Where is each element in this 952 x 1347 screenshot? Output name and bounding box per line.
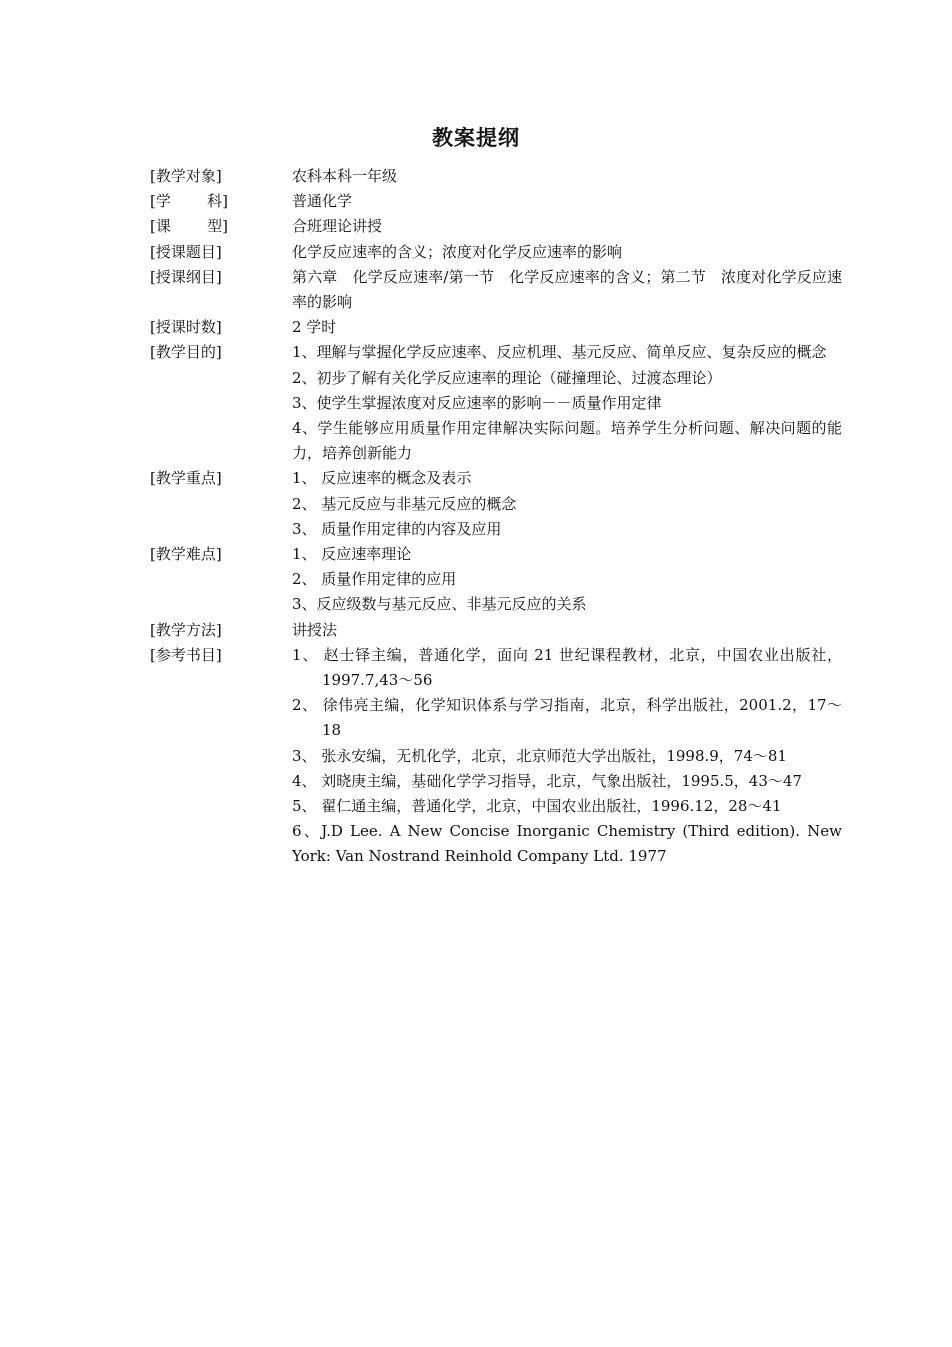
field-item: 化学反应速率的含义；浓度对化学反应速率的影响	[292, 242, 623, 261]
field-label-part: 科]	[207, 192, 228, 211]
field-item: 普通化学	[292, 192, 353, 211]
field-label: [教学对象]	[150, 167, 222, 185]
reference-item: 5、 翟仁通主编，普通化学，北京，中国农业出版社，1996.12，28～41	[292, 797, 782, 816]
field-item: 合班理论讲授	[292, 217, 383, 236]
list-item: 2、 质量作用定律的应用	[292, 570, 457, 589]
list-item: 2、初步了解有关化学反应速率的理论（碰撞理论、过渡态理论）	[292, 368, 722, 387]
field-lecture-topic	[150, 240, 850, 265]
field-lecture-outline	[150, 265, 850, 315]
list-item: 1、 反应速率的概念及表示	[292, 469, 472, 488]
field-item: 2 学时	[292, 318, 337, 337]
reference-item: 4、 刘晓庚主编，基础化学学习指导，北京，气象出版社，1995.5，43～47	[292, 771, 802, 790]
field-key-points	[150, 466, 850, 542]
reference-item: 2、 徐伟亮主编，化学知识体系与学习指南，北京，科学出版社，2001.2，17～18	[292, 696, 842, 740]
field-label: [参考书目]	[150, 645, 222, 664]
field-value	[292, 240, 842, 265]
list-item: 3、 质量作用定律的内容及应用	[292, 519, 502, 538]
reference-item: 6、J.D Lee. A New Concise Inorganic Chemistry (Third edition). New York: Van Nostrand Reinhold Company Ltd. 1977	[292, 822, 842, 866]
field-subject	[150, 189, 850, 214]
list-item: 3、反应级数与基元反应、非基元反应的关系	[292, 595, 587, 614]
field-difficulties	[150, 542, 850, 618]
field-value	[292, 643, 842, 870]
reference-item: 1、 赵士铎主编，普通化学，面向 21 世纪课程教材，北京，中国农业出版社，1997.7,43～56	[292, 645, 842, 690]
field-label-part: [学	[150, 192, 171, 211]
field-label: [授课题目]	[150, 242, 222, 261]
field-item: 农科本科一年级	[292, 167, 398, 185]
field-label	[150, 214, 228, 239]
list-item: 4、学生能够应用质量作用定律解决实际问题。培养学生分析问题、解决问题的能力，培养创新能力	[292, 419, 842, 463]
field-teaching-objectives	[150, 340, 850, 466]
field-label: [教学方法]	[150, 620, 222, 639]
list-item: 2、 基元反应与非基元反应的概念	[292, 494, 517, 513]
field-label-part: 型]	[207, 217, 228, 236]
lesson-plan-fields	[150, 164, 850, 870]
field-references	[150, 643, 850, 870]
field-value	[292, 340, 842, 466]
field-value	[292, 542, 842, 618]
list-item: 3、使学生掌握浓度对反应速率的影响－－质量作用定律	[292, 393, 662, 412]
field-label: [授课纲目]	[150, 267, 222, 286]
field-value	[292, 265, 842, 315]
field-value	[292, 189, 842, 214]
field-label	[150, 189, 228, 214]
reference-item: 3、 张永安编，无机化学，北京，北京师范大学出版社，1998.9，74～81	[292, 746, 787, 765]
field-label: [授课时数]	[150, 318, 222, 337]
list-item: 1、理解与掌握化学反应速率、反应机理、基元反应、简单反应、复杂反应的概念	[292, 343, 827, 362]
field-lecture-hours	[150, 315, 850, 340]
field-value	[292, 164, 842, 189]
field-teaching-target	[150, 164, 850, 189]
field-label: [教学目的]	[150, 343, 222, 362]
field-value	[292, 214, 842, 239]
field-item: 讲授法	[292, 620, 338, 639]
field-value	[292, 466, 842, 542]
field-label-part: [课	[150, 217, 171, 236]
list-item: 1、 反应速率理论	[292, 545, 412, 564]
field-value	[292, 315, 842, 340]
field-item: 第六章 化学反应速率/第一节 化学反应速率的含义；第二节 浓度对化学反应速率的影响	[292, 267, 842, 312]
field-label: [教学难点]	[150, 545, 222, 564]
field-value	[292, 618, 842, 643]
field-label: [教学重点]	[150, 469, 222, 488]
field-class-type	[150, 214, 850, 239]
field-teaching-method	[150, 618, 850, 643]
page-title: 教案提纲	[432, 126, 520, 150]
